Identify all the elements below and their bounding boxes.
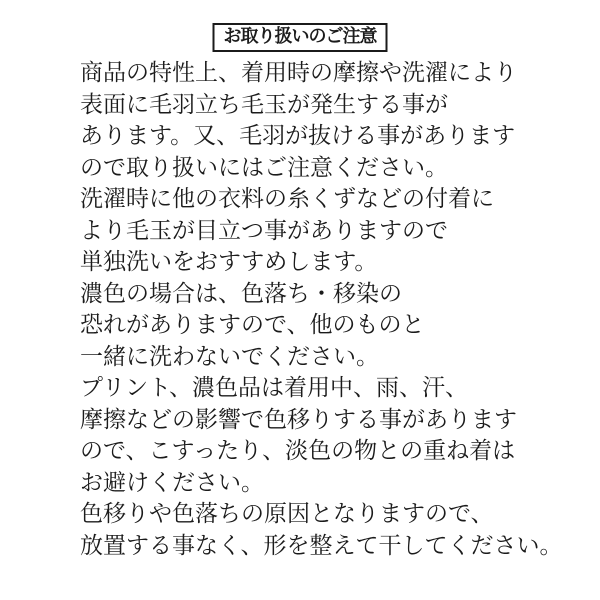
notice-line: 商品の特性上、着用時の摩擦や洗濯により bbox=[80, 59, 517, 85]
notice-line: プリント、濃色品は着用中、雨、汗、 bbox=[80, 374, 469, 400]
notice-line: ので取り扱いにはご注意ください。 bbox=[80, 153, 448, 180]
notice-line: 濃色の場合は、色落ち・移染の bbox=[80, 279, 402, 306]
notice-line: 放置する事なく、形を整えて干してください。 bbox=[80, 531, 563, 558]
notice-line: お避けください。 bbox=[80, 468, 264, 495]
notice-line: 摩擦などの影響で色移りする事があります bbox=[80, 405, 517, 432]
document-title: お取り扱いのご注意 bbox=[213, 23, 388, 52]
notice-line: 洗濯時に他の衣料の糸くずなどの付着に bbox=[80, 185, 494, 211]
notice-line: 単独洗いをおすすめします。 bbox=[80, 248, 378, 274]
notice-line: 恐れがありますので、他のものと bbox=[80, 311, 425, 337]
notice-line: あります。又、毛羽が抜ける事があります bbox=[80, 122, 516, 148]
notice-line: 一緒に洗わないでください。 bbox=[80, 342, 379, 369]
notice-body bbox=[80, 57, 580, 561]
notice-line: より毛玉が目立つ事がありますので bbox=[80, 216, 448, 243]
notice-line: ので、こすったり、淡色の物との重ね着は bbox=[80, 437, 516, 463]
notice-line: 表面に毛羽立ち毛玉が発生する事が bbox=[80, 90, 448, 117]
notice-line: 色移りや色落ちの原因となりますので、 bbox=[80, 500, 494, 526]
